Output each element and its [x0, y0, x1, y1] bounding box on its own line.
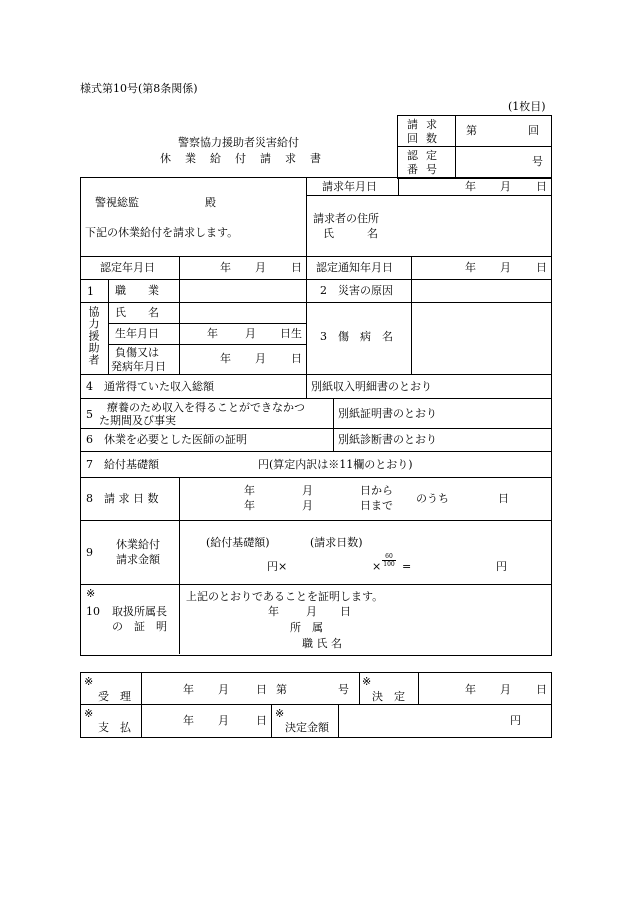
office-statement: 上記のとおりであることを証明します。 — [186, 590, 384, 603]
office-label-line2: の 証 明 — [112, 620, 167, 633]
birth-year-unit: 年 — [207, 327, 218, 340]
row6-value: 別紙診断書のとおり — [338, 433, 437, 446]
name-label: 氏 名 — [115, 306, 159, 319]
office-month-unit: 月 — [306, 605, 317, 618]
cert-month-unit: 月 — [255, 261, 266, 274]
payment-mark: ※ — [84, 707, 94, 720]
row4-value: 別紙収入明細書のとおり — [311, 380, 432, 393]
amount-yen: 円 — [510, 714, 521, 727]
row5-label-line2: た期間及び事実 — [99, 414, 176, 427]
row8-to-year-unit: 年 — [244, 499, 255, 512]
amount-mark: ※ — [275, 707, 285, 720]
claimant-name-label: 氏 名 — [323, 227, 378, 240]
row8-from-year-unit: 年 — [244, 484, 255, 497]
notice-year-unit: 年 — [465, 261, 476, 274]
injury-date-label-2: 発病年月日 — [111, 360, 166, 373]
form-title-line1: 警察協力援助者災害給付 — [178, 136, 299, 149]
request-day-unit: 日 — [536, 180, 547, 193]
cert-number-label: 認定番号 — [407, 149, 445, 176]
claimant-address-label: 請求者の住所 — [313, 212, 379, 225]
office-official-label: 職 氏 名 — [302, 637, 342, 650]
decision-day-unit: 日 — [536, 683, 547, 696]
row8-of-label: のうち — [416, 492, 449, 505]
helper-vertical-label: 協力援助者 — [87, 306, 100, 366]
notice-date-label: 認定通知年月日 — [316, 261, 393, 274]
row9-yen: 円 — [496, 560, 507, 573]
receipt-number-suffix: 号 — [338, 683, 349, 696]
decision-month-unit: 月 — [500, 683, 511, 696]
payment-label: 支 払 — [98, 721, 131, 734]
row9-label-line2: 請求金額 — [116, 553, 160, 566]
cert-year-unit: 年 — [220, 261, 231, 274]
injury-month-unit: 月 — [255, 352, 266, 365]
row4-label: 4 通常得ていた収入総額 — [86, 380, 214, 393]
row5-label-line1: 療養のため収入を得ることができなかつ — [107, 401, 305, 414]
decision-mark: ※ — [362, 675, 372, 688]
receipt-month-unit: 月 — [218, 683, 229, 696]
addressee-honorific: 殿 — [205, 196, 216, 209]
payment-year-unit: 年 — [183, 714, 194, 727]
row9-number: 9 — [86, 546, 93, 559]
request-month-unit: 月 — [500, 180, 511, 193]
row9-base-label: (給付基礎額) — [206, 536, 270, 549]
notice-day-unit: 日 — [536, 261, 547, 274]
cert-day-unit: 日 — [291, 261, 302, 274]
sheet-count: (1枚目) — [508, 100, 546, 113]
helper-section-number: 1 — [87, 285, 94, 298]
row5-value: 別紙証明書のとおり — [338, 407, 437, 420]
row9-equals: = — [402, 560, 412, 573]
receipt-mark: ※ — [84, 675, 94, 688]
row8-label: 8 請 求 日 数 — [86, 492, 159, 505]
row7-value: 円(算定内訳は※11欄のとおり) — [258, 458, 413, 471]
birth-month-unit: 月 — [245, 327, 256, 340]
row8-from-month-unit: 月 — [302, 484, 313, 497]
injury-day-unit: 日 — [291, 352, 302, 365]
row9-fraction-denominator: 100 — [383, 561, 395, 568]
birthdate-label: 生年月日 — [115, 327, 159, 340]
office-affiliation-label: 所 属 — [290, 621, 323, 634]
claim-count-suffix: 回 — [528, 124, 539, 137]
receipt-label: 受 理 — [98, 690, 131, 703]
row6-label: 6 休業を必要とした医師の証明 — [86, 433, 247, 446]
receipt-year-unit: 年 — [183, 683, 194, 696]
row8-from-label: 日から — [360, 484, 393, 497]
office-day-unit: 日 — [340, 605, 351, 618]
form-number: 様式第10号(第8条関係) — [80, 82, 198, 95]
decision-label: 決 定 — [372, 690, 405, 703]
row8-to-label: 日まで — [360, 499, 393, 512]
office-mark: ※ — [86, 587, 96, 600]
request-statement: 下記の休業給付を請求します。 — [85, 226, 239, 239]
request-date-label: 請求年月日 — [322, 180, 377, 193]
row9-yen-times: 円× — [267, 560, 288, 573]
birth-day-suffix: 日生 — [280, 327, 302, 340]
amount-label: 決定金額 — [285, 721, 329, 734]
row5-number: 5 — [86, 408, 93, 421]
row8-to-month-unit: 月 — [302, 499, 313, 512]
row9-fraction-numerator: 60 — [385, 553, 393, 560]
cert-number-suffix: 号 — [532, 155, 543, 168]
injury-date-label-1: 負傷又は — [115, 346, 159, 359]
claim-count-label: 請求回数 — [407, 118, 445, 145]
row9-fraction — [382, 553, 396, 568]
disaster-cause-label: 2 災害の原因 — [320, 284, 393, 297]
addressee-to: 警視総監 — [95, 196, 139, 209]
row9-label-line1: 休業給付 — [116, 538, 160, 551]
injury-name-label: 3 傷 病 名 — [320, 330, 393, 343]
row9-times: × — [372, 560, 382, 573]
injury-year-unit: 年 — [220, 352, 231, 365]
notice-month-unit: 月 — [500, 261, 511, 274]
office-label-line1: 取扱所属長 — [112, 605, 167, 618]
form-title-line2: 休業給付請求書 — [160, 152, 335, 165]
row9-days-label: (請求日数) — [310, 536, 363, 549]
row7-label: 7 給付基礎額 — [86, 458, 159, 471]
claim-count-prefix: 第 — [466, 124, 477, 137]
cert-date-label: 認定年月日 — [100, 261, 155, 274]
occupation-label: 職 業 — [115, 284, 159, 297]
request-year-unit: 年 — [465, 180, 476, 193]
office-year-unit: 年 — [268, 605, 279, 618]
payment-month-unit: 月 — [218, 714, 229, 727]
office-number: 10 — [86, 605, 100, 618]
row8-day-unit: 日 — [498, 492, 509, 505]
decision-year-unit: 年 — [465, 683, 476, 696]
payment-day-unit: 日 — [256, 714, 267, 727]
receipt-day-unit: 日 — [256, 683, 267, 696]
receipt-number-prefix: 第 — [276, 683, 287, 696]
